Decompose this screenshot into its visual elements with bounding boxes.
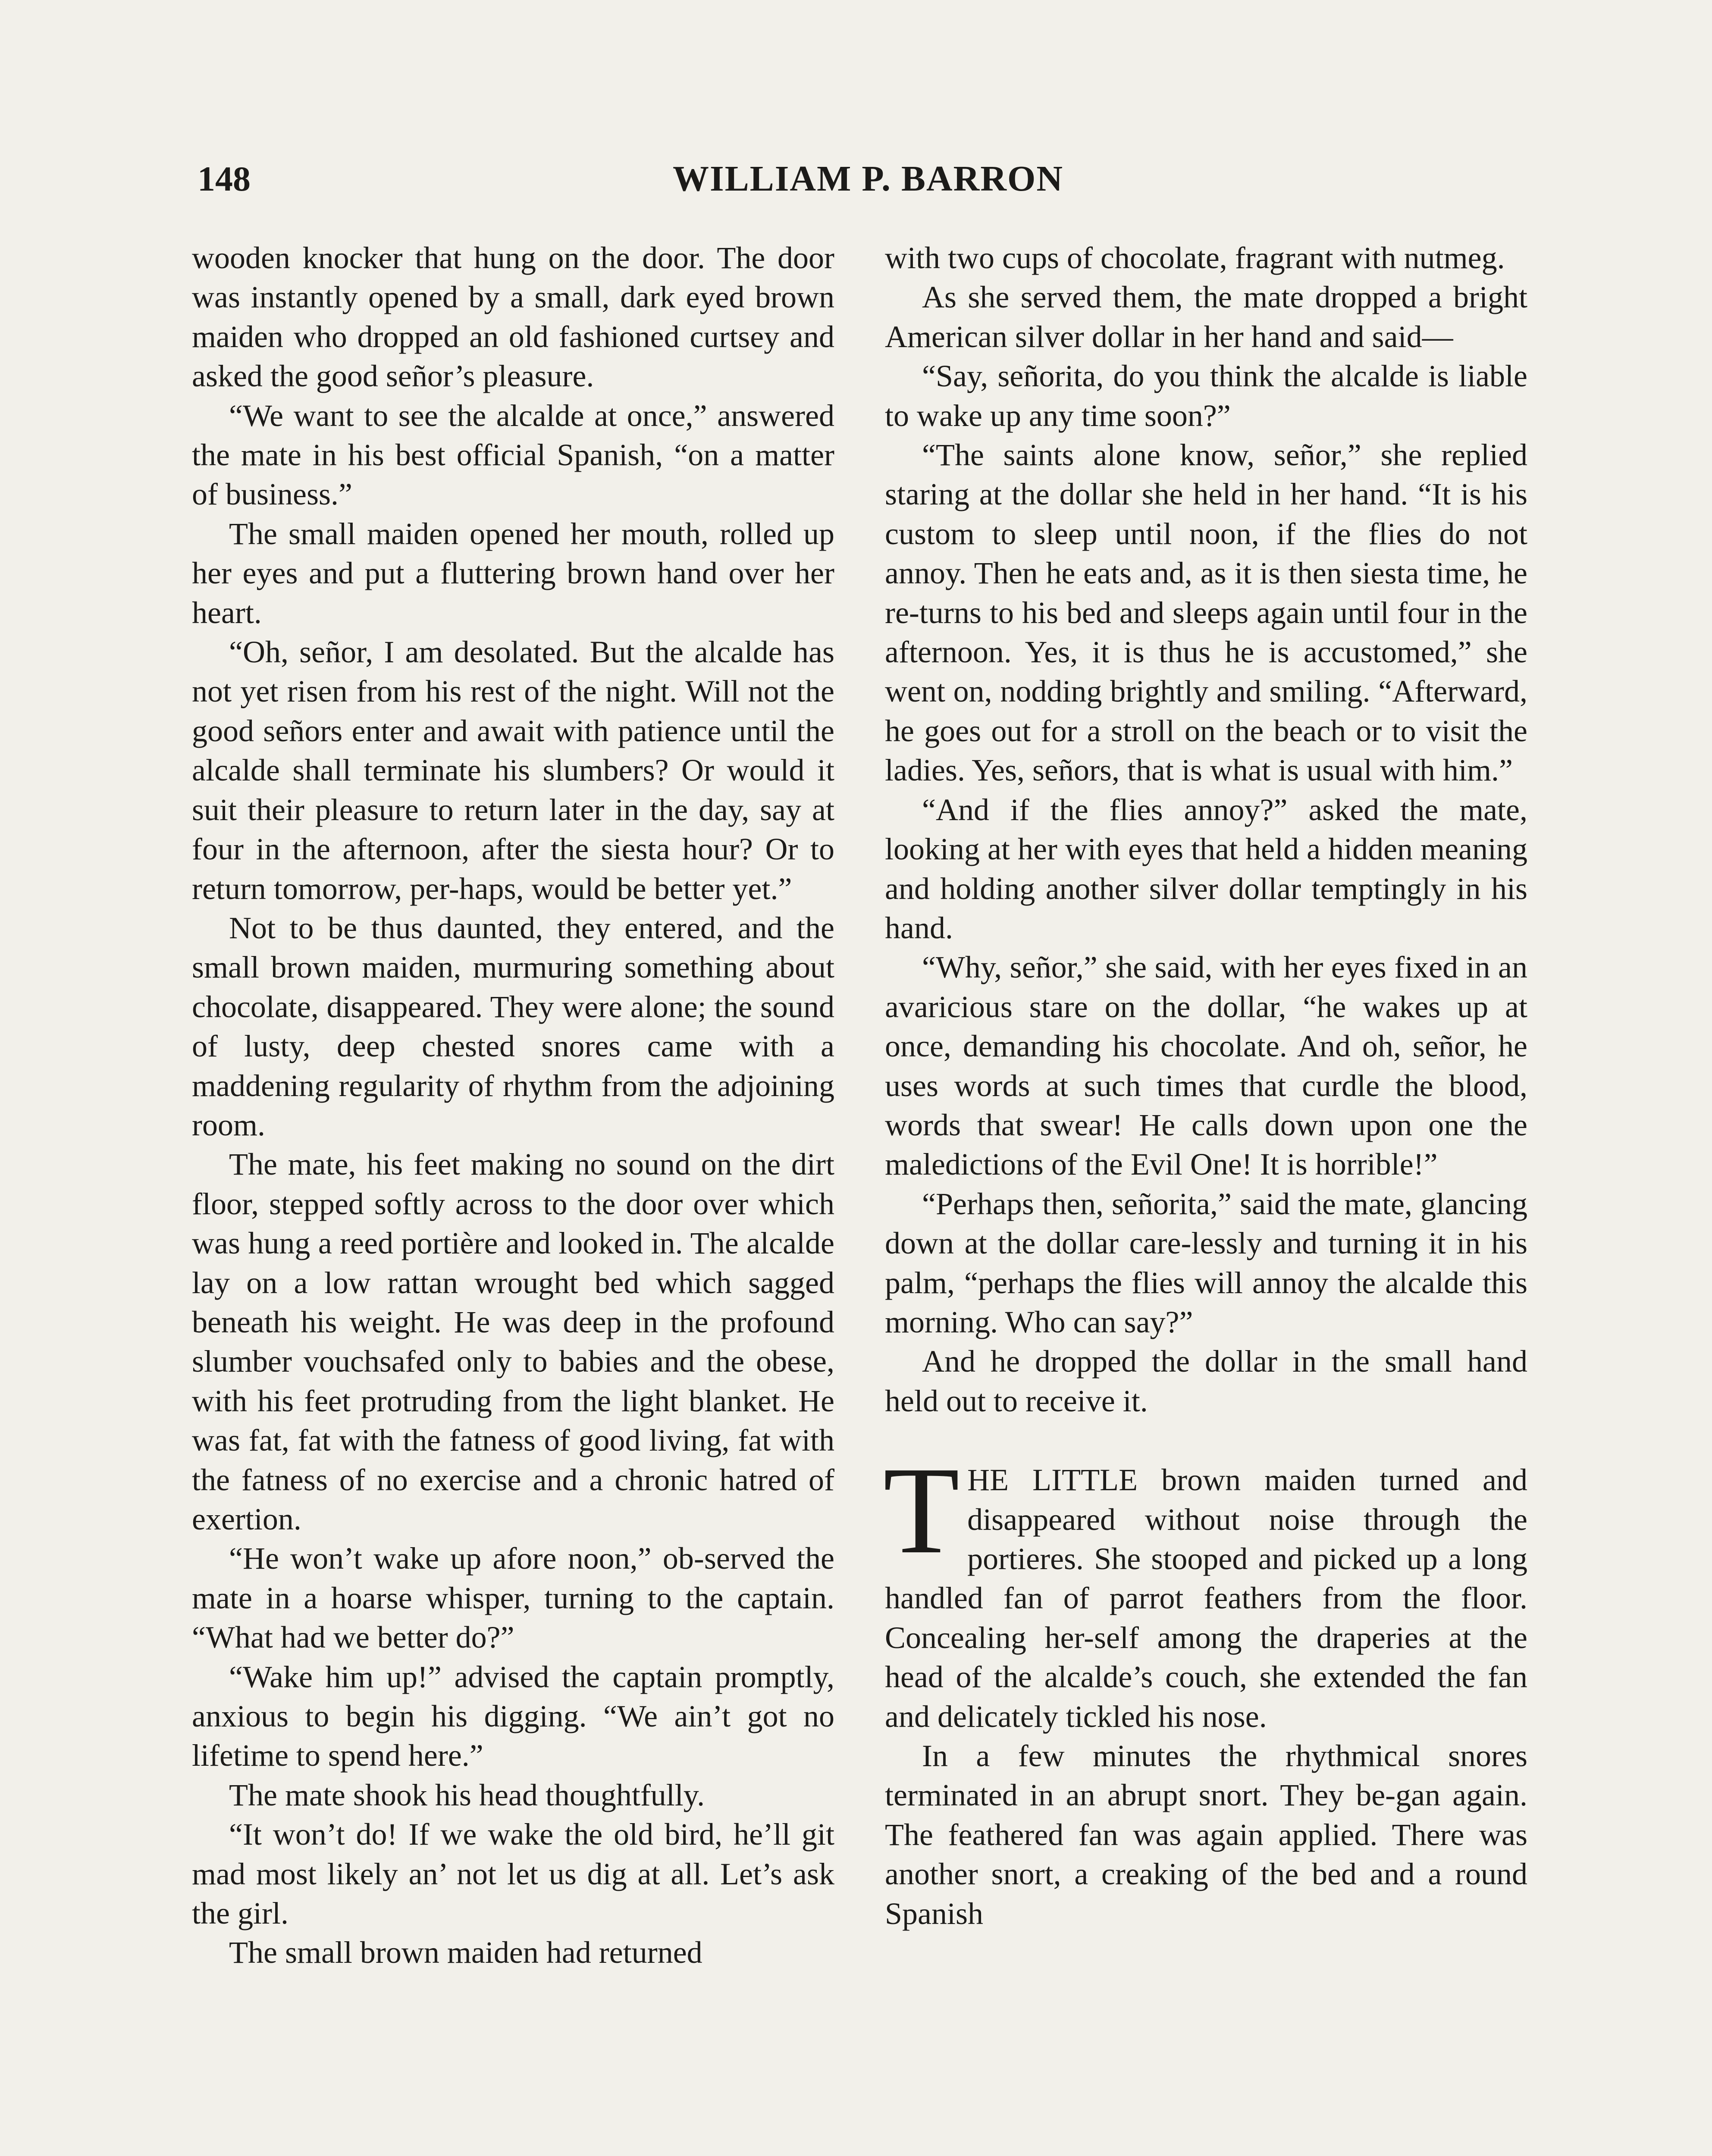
paragraph: Not to be thus daunted, they entered, and the small brown maiden, murmuring something about chocolate, disappeared. They were alone; the sound of lusty, deep chested snores came with a maddening regularity of rhythm from the adjoining room.	[192, 910, 834, 1142]
paragraph: “Wake him up!” advised the captain promptly, anxious to begin his digging. “We ain’t got no lifetime to spend here.”	[192, 1659, 834, 1773]
drop-cap: T	[883, 1441, 960, 1580]
lead-in-caps: HE LITTLE	[967, 1463, 1138, 1498]
paragraph: As she served them, the mate dropped a bright American silver dollar in her hand and said—	[885, 280, 1527, 354]
paragraph: “We want to see the alcalde at once,” answered the mate in his best official Spanish, “on a matter of business.”	[192, 398, 834, 512]
paragraph: The small maiden opened her mouth, rolled up her eyes and put a fluttering brown hand over her heart.	[192, 516, 834, 630]
right-column	[885, 238, 1527, 1934]
page-number: 148	[198, 159, 251, 198]
paragraph: The mate shook his head thoughtfully.	[229, 1777, 705, 1812]
paragraph: “Perhaps then, señorita,” said the mate, glancing down at the dollar care-lessly and turning it in his palm, “perhaps the flies will annoy the alcalde this morning. Who can say?”	[885, 1186, 1527, 1339]
paragraph: The mate, his feet making no sound on the dirt floor, stepped softly across to the door over which was hung a reed portière and looked in. The alcalde lay on a low rattan wrought bed which sagged beneath his weight. He was deep in the profound slumber vouchsafed only to babies and the obese, with his feet protruding from the light blanket. He was fat, fat with the fatness of good living, fat with the fatness of no exercise and a chronic hatred of exertion.	[192, 1147, 834, 1536]
paragraph: “Oh, señor, I am desolated. But the alcalde has not yet risen from his rest of the night. Will not the good señors enter and await with patience until the alcalde shall terminate his slumbers? Or would it suit their pleasure to return later in the day, say at four in the afternoon, after the siesta hour? Or to return tomorrow, per-haps, would be better yet.”	[192, 635, 834, 906]
paragraph: “Say, señorita, do you think the alcalde is liable to wake up any time soon?”	[885, 359, 1527, 433]
paragraph: wooden knocker that hung on the door. The door was instantly opened by a small, dark eyed brown maiden who dropped an old fashioned curtsey and asked the good señor’s pleasure.	[192, 241, 834, 394]
paragraph: “He won’t wake up afore noon,” ob-served the mate in a hoarse whisper, turning to the captain. “What had we better do?”	[192, 1541, 834, 1655]
left-column	[192, 238, 834, 1973]
page-header	[198, 153, 1539, 205]
paragraph: The small brown maiden had returned	[229, 1935, 702, 1970]
paragraph: And he dropped the dollar in the small hand held out to receive it.	[885, 1344, 1527, 1418]
paragraph: with two cups of chocolate, fragrant with nutmeg.	[885, 241, 1505, 275]
running-head: WILLIAM P. BARRON	[673, 159, 1063, 199]
paragraph: “And if the flies annoy?” asked the mate, looking at her with eyes that held a hidden meaning and holding another silver dollar temptingly in his hand.	[885, 792, 1527, 945]
paragraph: “Why, señor,” she said, with her eyes fixed in an avaricious stare on the dollar, “he wakes up at once, demanding his chocolate. And oh, señor, he uses words at such times that curdle the blood, words that swear! He calls down upon one the maledictions of the Evil One! It is horrible!”	[885, 950, 1527, 1182]
paragraph: In a few minutes the rhythmical snores terminated in an abrupt snort. They be-gan again. The feathered fan was again applied. There was another snort, a creaking of the bed and a round Spanish	[885, 1739, 1527, 1931]
section-opening-paragraph	[883, 1441, 1528, 1736]
opening-text: brown maiden turned and disappeared without noise through the portieres. She stooped and picked up a long handled fan of parrot feathers from the floor. Concealing her-self among the draperies at the head of the alcalde’s couch, she extended the fan and delicately tickled his nose.	[885, 1463, 1528, 1734]
paragraph: “It won’t do! If we wake the old bird, he’ll git mad most likely an’ not let us dig at all. Let’s ask the girl.	[192, 1817, 834, 1931]
paragraph: “The saints alone know, señor,” she replied staring at the dollar she held in her hand. “It is his custom to sleep until noon, if the flies do not annoy. Then he eats and, as it is then siesta time, he re-turns to his bed and sleeps again until four in the afternoon. Yes, it is thus he is accustomed,” she went on, nodding brightly and smiling. “Afterward, he goes out for a stroll on the beach or to visit the ladies. Yes, señors, that is what is usual with him.”	[885, 438, 1527, 788]
